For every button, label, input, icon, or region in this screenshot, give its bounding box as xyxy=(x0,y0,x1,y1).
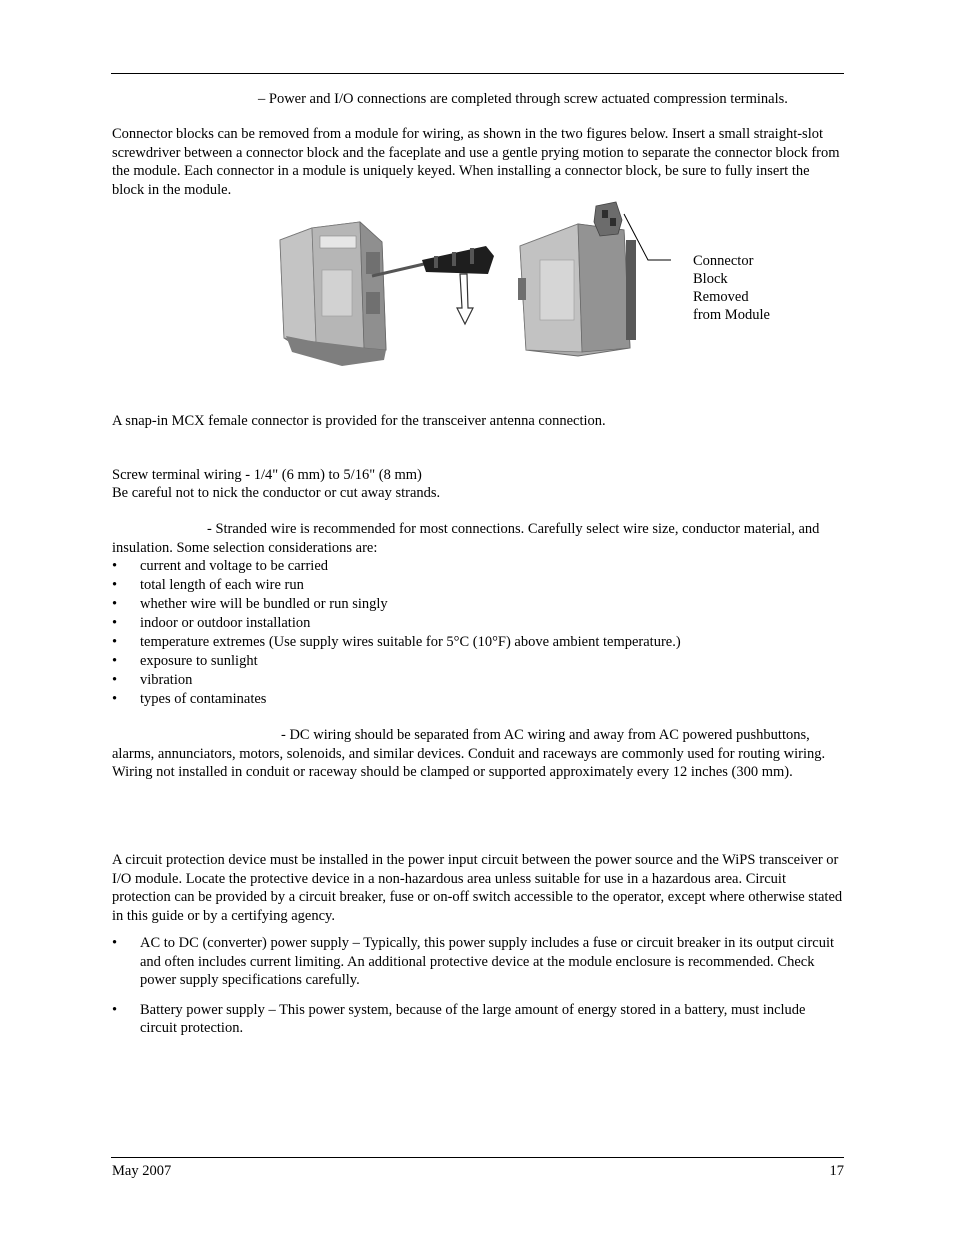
caption-line: Connector xyxy=(693,253,754,269)
bullet-icon: • xyxy=(112,615,118,631)
header-rule xyxy=(111,73,844,74)
list-item: • total length of each wire run xyxy=(112,577,304,593)
strip-length-line: Screw terminal wiring - 1/4" (6 mm) to 5/16" (8 mm) xyxy=(112,467,422,483)
list-item: • current and voltage to be carried xyxy=(112,558,329,574)
module-with-screwdriver xyxy=(280,222,386,366)
list-item: • temperature extremes (Use supply wires suitable for 5°C (10°F) above ambient temperature.) xyxy=(112,634,681,650)
page-number: 17 xyxy=(829,1163,844,1179)
list-item: • vibration xyxy=(112,672,193,688)
intro-line: – Power and I/O connections are completed through screw actuated compression terminals. xyxy=(258,91,788,107)
bullet-icon: • xyxy=(112,935,118,951)
considerations-list xyxy=(112,557,844,709)
strip-caution-line: Be careful not to nick the conductor or cut away strands. xyxy=(112,485,441,501)
bullet-icon: • xyxy=(112,596,118,612)
list-item: • exposure to sunlight xyxy=(112,653,258,669)
bullet-icon: • xyxy=(112,672,118,688)
bullet-icon: • xyxy=(112,653,118,669)
screwdriver xyxy=(372,246,494,276)
bullet-icon: • xyxy=(112,577,118,593)
list-item: • indoor or outdoor installation xyxy=(112,615,311,631)
connector-paragraph: Connector blocks can be removed from a module for wiring, as shown in the two figures below. Insert a small straight-slot screwdriver between a connector block and the faceplate and use a gentle prying motion to separate the connector block from the module. Each connector in a module is uniquely keyed. When installing a connector block, be sure to fully insert the block in the module. xyxy=(112,126,840,198)
footer-rule xyxy=(111,1157,844,1158)
power-supply-list xyxy=(112,934,844,1049)
connector-block-figure xyxy=(272,200,672,370)
list-item: • types of contaminates xyxy=(112,691,267,707)
list-item: • AC to DC (converter) power supply – Typically, this power supply includes a fuse or circuit breaker in its output circuit and often includes current limiting. An additional protective device at the module enclosure is recommended. Check power supply specifications carefully. xyxy=(112,935,835,988)
footer-date: May 2007 xyxy=(112,1163,172,1179)
list-item: • Battery power supply – This power system, because of the large amount of energy stored in a battery, must include circuit protection. xyxy=(112,1001,806,1036)
prying-arrow xyxy=(457,274,473,324)
routing-text: - DC wiring should be separated from AC wiring and away from AC powered pushbuttons, alarms, annunciators, motors, solenoids, and similar devices. Conduit and raceways are commonly used for routing wiring. Wiring not installed in conduit or raceway should be clamped or supported approximately every 12 inches (300 mm). xyxy=(112,727,826,780)
list-item: • whether wire will be bundled or run singly xyxy=(112,596,388,612)
bullet-icon: • xyxy=(112,558,118,574)
circuit-protection-paragraph: A circuit protection device must be installed in the power input circuit between the power source and the WiPS transceiver or I/O module. Locate the protective device in a non-hazardous area unless suitable for use in a hazardous area. Circuit protection can be provided by a circuit breaker, fuse or on-off switch accessible to the operator, except where otherwise stated in this guide or by a certifying agency. xyxy=(112,852,843,924)
figure-caption xyxy=(693,252,803,324)
caption-line: Removed xyxy=(693,289,749,305)
bullet-icon: • xyxy=(112,634,118,650)
wire-type-text: - Stranded wire is recommended for most connections. Carefully select wire size, conductor material, and insulation. Some selection considerations are: xyxy=(112,521,820,556)
bullet-icon: • xyxy=(112,1001,118,1018)
caption-line: Block xyxy=(693,271,728,287)
module-connector-removed xyxy=(518,202,636,356)
caption-line: from Module xyxy=(693,307,770,323)
bullet-icon: • xyxy=(112,691,118,707)
antenna-text: A snap-in MCX female connector is provided for the transceiver antenna connection. xyxy=(112,413,606,429)
